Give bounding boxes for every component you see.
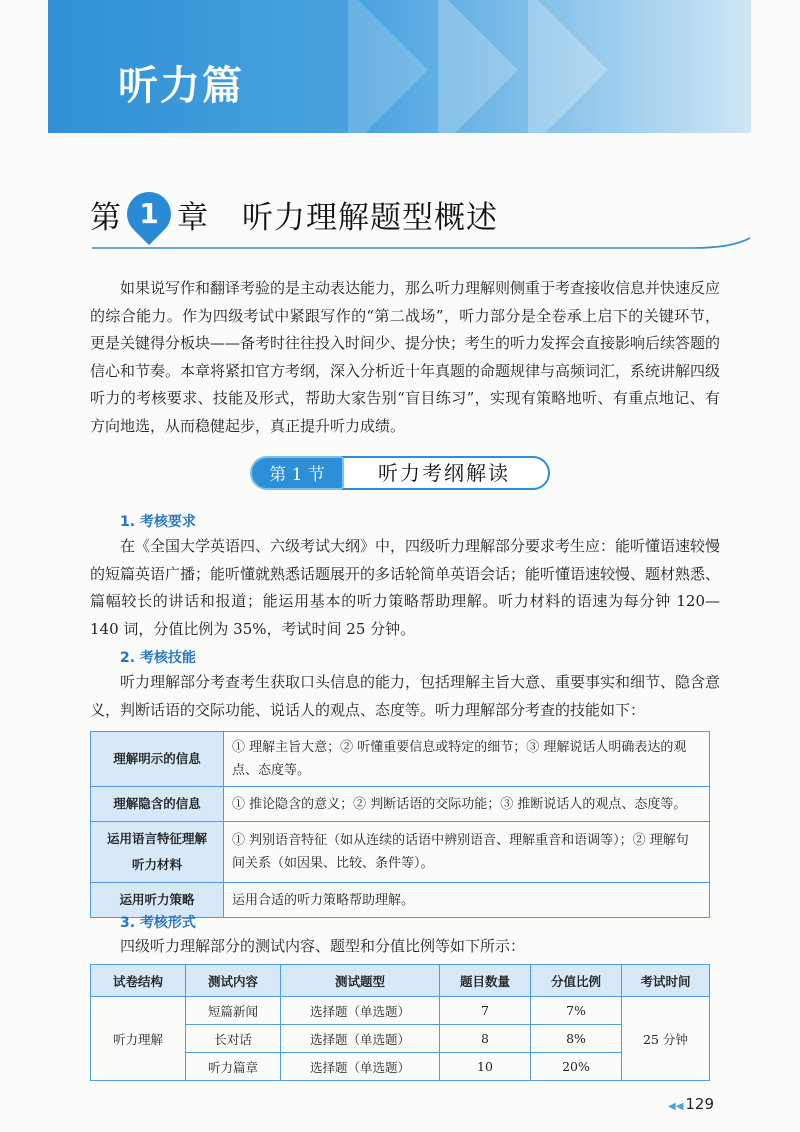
skill-name: 运用语言特征理解听力材料	[91, 822, 224, 883]
ratio-cell: 7%	[531, 997, 622, 1025]
content-cell: 短篇新闻	[186, 997, 281, 1025]
table-row	[91, 787, 710, 822]
table-row	[91, 822, 710, 883]
content-cell: 长对话	[186, 1025, 281, 1053]
subheading-requirements: 1. 考核要求	[120, 514, 196, 530]
subheading-skills: 2. 考核技能	[120, 650, 196, 666]
skill-name: 运用听力策略	[91, 883, 224, 918]
time-cell: 25 分钟	[622, 997, 710, 1081]
column-header: 题目数量	[440, 965, 531, 997]
format-paragraph: 四级听力理解部分的测试内容、题型和分值比例等如下所示：	[120, 937, 526, 955]
count-cell: 7	[440, 997, 531, 1025]
structure-cell: 听力理解	[91, 997, 186, 1081]
section-title: 听力考纲解读	[338, 456, 550, 490]
column-header: 测试题型	[281, 965, 440, 997]
chevron-decoration	[348, 0, 428, 133]
chapter-suffix: 章	[177, 200, 208, 236]
double-chevron-left-icon: ◀◀	[668, 1101, 684, 1112]
chapter-banner	[48, 0, 751, 133]
page-number-value: 129	[685, 1095, 715, 1113]
column-header: 试卷结构	[91, 965, 186, 997]
requirements-paragraph: 在《全国大学英语四、六级考试大纲》中，四级听力理解部分要求考生应：能听懂语速较慢的短篇英语广播；能听懂就熟悉话题展开的多话轮简单英语会话；能听懂语速较慢、题材熟悉、篇幅较长的讲话和报道；能运用基本的听力策略帮助理解。听力材料的语速为每分钟 120—140 词，分值比例为 35%，考试时间 25 分钟。	[90, 537, 721, 638]
chevron-decoration	[528, 0, 608, 133]
skill-desc: ① 判别语音特征（如从连续的话语中辨别语音、理解重音和语调等）；② 理解句间关系（如因果、比较、条件等）。	[224, 822, 710, 883]
page-number	[668, 1095, 714, 1113]
count-cell: 10	[440, 1053, 531, 1081]
part-title: 听力篇	[118, 63, 244, 109]
skill-name: 理解隐含的信息	[91, 787, 224, 822]
count-cell: 8	[440, 1025, 531, 1053]
table-header-row	[91, 965, 710, 997]
column-header: 考试时间	[622, 965, 710, 997]
skill-desc: 运用合适的听力策略帮助理解。	[224, 883, 710, 918]
chapter-title: 听力理解题型概述	[242, 200, 498, 236]
ratio-cell: 8%	[531, 1025, 622, 1053]
chapter-prefix: 第	[90, 200, 121, 236]
table-row	[91, 732, 710, 787]
chapter-heading	[90, 192, 498, 237]
intro-paragraph: 如果说写作和翻译考验的是主动表达能力，那么听力理解则侧重于考查接收信息并快速反应的综合能力。作为四级考试中紧跟写作的“第二战场”，听力部分是全卷承上启下的关键环节，更是关键得分板块——备考时往往投入时间少、提分快；考生的听力发挥会直接影响后续答题的信心和节奏。本章将紧扣官方考纲，深入分析近十年真题的命题规律与高频词汇，系统讲解四级听力的考核要求、技能及形式，帮助大家告别“盲目练习”，实现有策略地听、有重点地记、有方向地选，从而稳健起步，真正提升听力成绩。	[90, 279, 721, 435]
chevron-decoration	[438, 0, 518, 133]
skills-paragraph: 听力理解部分考查考生获取口头信息的能力，包括理解主旨大意、重要事实和细节、隐含意义，判断话语的交际功能、说话人的观点、态度等。听力理解部分考查的技能如下：	[90, 673, 721, 719]
content-cell: 听力篇章	[186, 1053, 281, 1081]
format-table	[90, 964, 710, 1081]
subheading-format: 3. 考核形式	[120, 915, 196, 931]
chapter-underline	[92, 237, 752, 251]
column-header: 测试内容	[186, 965, 281, 997]
type-cell: 选择题（单选题）	[281, 1053, 440, 1081]
skill-name: 理解明示的信息	[91, 732, 224, 787]
type-cell: 选择题（单选题）	[281, 997, 440, 1025]
ratio-cell: 20%	[531, 1053, 622, 1081]
skills-table	[90, 731, 710, 918]
chapter-number-badge	[127, 192, 171, 236]
section-number: 第 1 节	[250, 456, 344, 490]
column-header: 分值比例	[531, 965, 622, 997]
skill-desc: ① 理解主旨大意；② 听懂重要信息或特定的细节；③ 理解说话人明确表达的观点、态度等。	[224, 732, 710, 787]
section-heading	[250, 456, 550, 492]
type-cell: 选择题（单选题）	[281, 1025, 440, 1053]
table-row	[91, 997, 710, 1025]
chapter-number: 1	[139, 197, 159, 230]
skill-desc: ① 推论隐含的意义；② 判断话语的交际功能；③ 推断说话人的观点、态度等。	[224, 787, 710, 822]
